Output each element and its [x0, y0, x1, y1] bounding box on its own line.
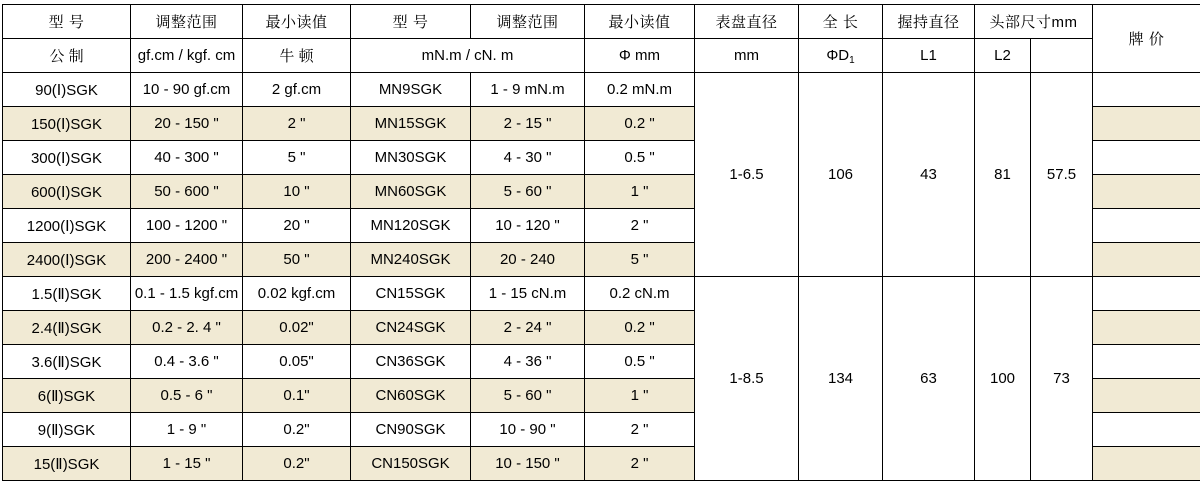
newton-model-cell: MN15SGK: [351, 107, 471, 141]
price-cell: [1093, 311, 1200, 345]
metric-range-cell: 0.4 - 3.6 ": [131, 345, 243, 379]
metric-model-cell: 150(Ⅰ)SGK: [3, 107, 131, 141]
newton-min-reading-cell: 2 ": [585, 447, 695, 481]
header-grip-diameter: 握持直径: [883, 5, 975, 39]
total-length-cell: 106: [799, 73, 883, 277]
metric-range-cell: 1 - 9 ": [131, 413, 243, 447]
newton-range-cell: 20 - 240: [471, 243, 585, 277]
header-metric-model: 型 号: [3, 5, 131, 39]
head-size-l1-cell: 100: [975, 277, 1031, 481]
newton-range-cell: 1 - 9 mN.m: [471, 73, 585, 107]
metric-range-cell: 0.2 - 2. 4 ": [131, 311, 243, 345]
metric-model-cell: 90(Ⅰ)SGK: [3, 73, 131, 107]
newton-model-cell: CN90SGK: [351, 413, 471, 447]
header-metric-unit: gf.cm / kgf. cm: [131, 39, 243, 73]
metric-model-cell: 6(Ⅱ)SGK: [3, 379, 131, 413]
price-cell: [1093, 413, 1200, 447]
newton-min-reading-cell: 2 ": [585, 413, 695, 447]
price-cell: [1093, 209, 1200, 243]
metric-range-cell: 50 - 600 ": [131, 175, 243, 209]
metric-min-reading-cell: 2 ": [243, 107, 351, 141]
newton-min-reading-cell: 0.2 ": [585, 311, 695, 345]
newton-model-cell: MN120SGK: [351, 209, 471, 243]
price-cell: [1093, 243, 1200, 277]
newton-range-cell: 10 - 150 ": [471, 447, 585, 481]
newton-min-reading-cell: 1 ": [585, 175, 695, 209]
price-cell: [1093, 141, 1200, 175]
metric-range-cell: 10 - 90 gf.cm: [131, 73, 243, 107]
newton-range-cell: 2 - 15 ": [471, 107, 585, 141]
metric-model-cell: 2.4(Ⅱ)SGK: [3, 311, 131, 345]
price-cell: [1093, 447, 1200, 481]
price-cell: [1093, 379, 1200, 413]
newton-range-cell: 4 - 36 ": [471, 345, 585, 379]
metric-range-cell: 40 - 300 ": [131, 141, 243, 175]
newton-min-reading-cell: 0.5 ": [585, 345, 695, 379]
price-cell: [1093, 175, 1200, 209]
newton-model-cell: CN15SGK: [351, 277, 471, 311]
head-size-l1-cell: 81: [975, 73, 1031, 277]
metric-min-reading-cell: 0.02 kgf.cm: [243, 277, 351, 311]
metric-min-reading-cell: 5 ": [243, 141, 351, 175]
metric-min-reading-cell: 20 ": [243, 209, 351, 243]
header-length-unit: mm: [695, 39, 799, 73]
newton-range-cell: 2 - 24 ": [471, 311, 585, 345]
metric-model-cell: 600(Ⅰ)SGK: [3, 175, 131, 209]
newton-model-cell: MN30SGK: [351, 141, 471, 175]
dial-diameter-cell: 1-8.5: [695, 277, 799, 481]
metric-model-cell: 9(Ⅱ)SGK: [3, 413, 131, 447]
header-newton-model: 型 号: [351, 5, 471, 39]
metric-model-cell: 3.6(Ⅱ)SGK: [3, 345, 131, 379]
newton-range-cell: 5 - 60 ": [471, 175, 585, 209]
newton-model-cell: MN9SGK: [351, 73, 471, 107]
header-newton-unit: mN.m / cN. m: [351, 39, 585, 73]
header-price: 牌 价: [1093, 5, 1200, 73]
price-cell: [1093, 277, 1200, 311]
newton-model-cell: MN60SGK: [351, 175, 471, 209]
specification-table: [2, 4, 1200, 481]
head-size-l2-cell: 57.5: [1031, 73, 1093, 277]
metric-min-reading-cell: 0.1": [243, 379, 351, 413]
grip-diameter-cell: 43: [883, 73, 975, 277]
grip-diameter-cell: 63: [883, 277, 975, 481]
newton-range-cell: 10 - 120 ": [471, 209, 585, 243]
newton-model-cell: CN60SGK: [351, 379, 471, 413]
header-l1: L1: [883, 39, 975, 73]
newton-range-cell: 4 - 30 ": [471, 141, 585, 175]
metric-min-reading-cell: 0.02": [243, 311, 351, 345]
header-total-length: 全 长: [799, 5, 883, 39]
metric-range-cell: 1 - 15 ": [131, 447, 243, 481]
newton-min-reading-cell: 0.2 ": [585, 107, 695, 141]
newton-range-cell: 10 - 90 ": [471, 413, 585, 447]
metric-range-cell: 0.5 - 6 ": [131, 379, 243, 413]
header-metric-min: 最小读值: [243, 5, 351, 39]
newton-min-reading-cell: 0.2 mN.m: [585, 73, 695, 107]
newton-min-reading-cell: 5 ": [585, 243, 695, 277]
header-head-size: 头部尺寸mm: [975, 5, 1093, 39]
metric-min-reading-cell: 0.05": [243, 345, 351, 379]
header-newton-system: 牛 顿: [243, 39, 351, 73]
head-size-l2-cell: 73: [1031, 277, 1093, 481]
header-metric-system: 公 制: [3, 39, 131, 73]
metric-model-cell: 2400(Ⅰ)SGK: [3, 243, 131, 277]
newton-model-cell: MN240SGK: [351, 243, 471, 277]
header-grip-symbol: $\Phi D_1$: [799, 39, 883, 73]
table-row: [3, 277, 1200, 311]
newton-model-cell: CN24SGK: [351, 311, 471, 345]
table-row: [3, 73, 1200, 107]
newton-min-reading-cell: 2 ": [585, 209, 695, 243]
header-dial-diameter: 表盘直径: [695, 5, 799, 39]
metric-min-reading-cell: 0.2": [243, 447, 351, 481]
newton-range-cell: 5 - 60 ": [471, 379, 585, 413]
table-header-row-primary: [3, 5, 1200, 39]
metric-range-cell: 20 - 150 ": [131, 107, 243, 141]
metric-model-cell: 1200(Ⅰ)SGK: [3, 209, 131, 243]
newton-model-cell: CN36SGK: [351, 345, 471, 379]
metric-range-cell: 0.1 - 1.5 kgf.cm: [131, 277, 243, 311]
newton-min-reading-cell: 1 ": [585, 379, 695, 413]
total-length-cell: 134: [799, 277, 883, 481]
table-header-row-secondary: [3, 39, 1200, 73]
metric-model-cell: 15(Ⅱ)SGK: [3, 447, 131, 481]
price-cell: [1093, 73, 1200, 107]
newton-range-cell: 1 - 15 cN.m: [471, 277, 585, 311]
metric-min-reading-cell: 10 ": [243, 175, 351, 209]
metric-min-reading-cell: 0.2": [243, 413, 351, 447]
dial-diameter-cell: 1-6.5: [695, 73, 799, 277]
newton-min-reading-cell: 0.5 ": [585, 141, 695, 175]
metric-model-cell: 1.5(Ⅱ)SGK: [3, 277, 131, 311]
metric-min-reading-cell: 50 ": [243, 243, 351, 277]
metric-range-cell: 200 - 2400 ": [131, 243, 243, 277]
header-newton-min: 最小读值: [585, 5, 695, 39]
metric-model-cell: 300(Ⅰ)SGK: [3, 141, 131, 175]
header-dial-unit: Φ mm: [585, 39, 695, 73]
header-newton-range: 调整范围: [471, 5, 585, 39]
price-cell: [1093, 107, 1200, 141]
price-cell: [1093, 345, 1200, 379]
metric-range-cell: 100 - 1200 ": [131, 209, 243, 243]
newton-min-reading-cell: 0.2 cN.m: [585, 277, 695, 311]
header-l2: L2: [975, 39, 1031, 73]
newton-model-cell: CN150SGK: [351, 447, 471, 481]
metric-min-reading-cell: 2 gf.cm: [243, 73, 351, 107]
header-metric-range: 调整范围: [131, 5, 243, 39]
